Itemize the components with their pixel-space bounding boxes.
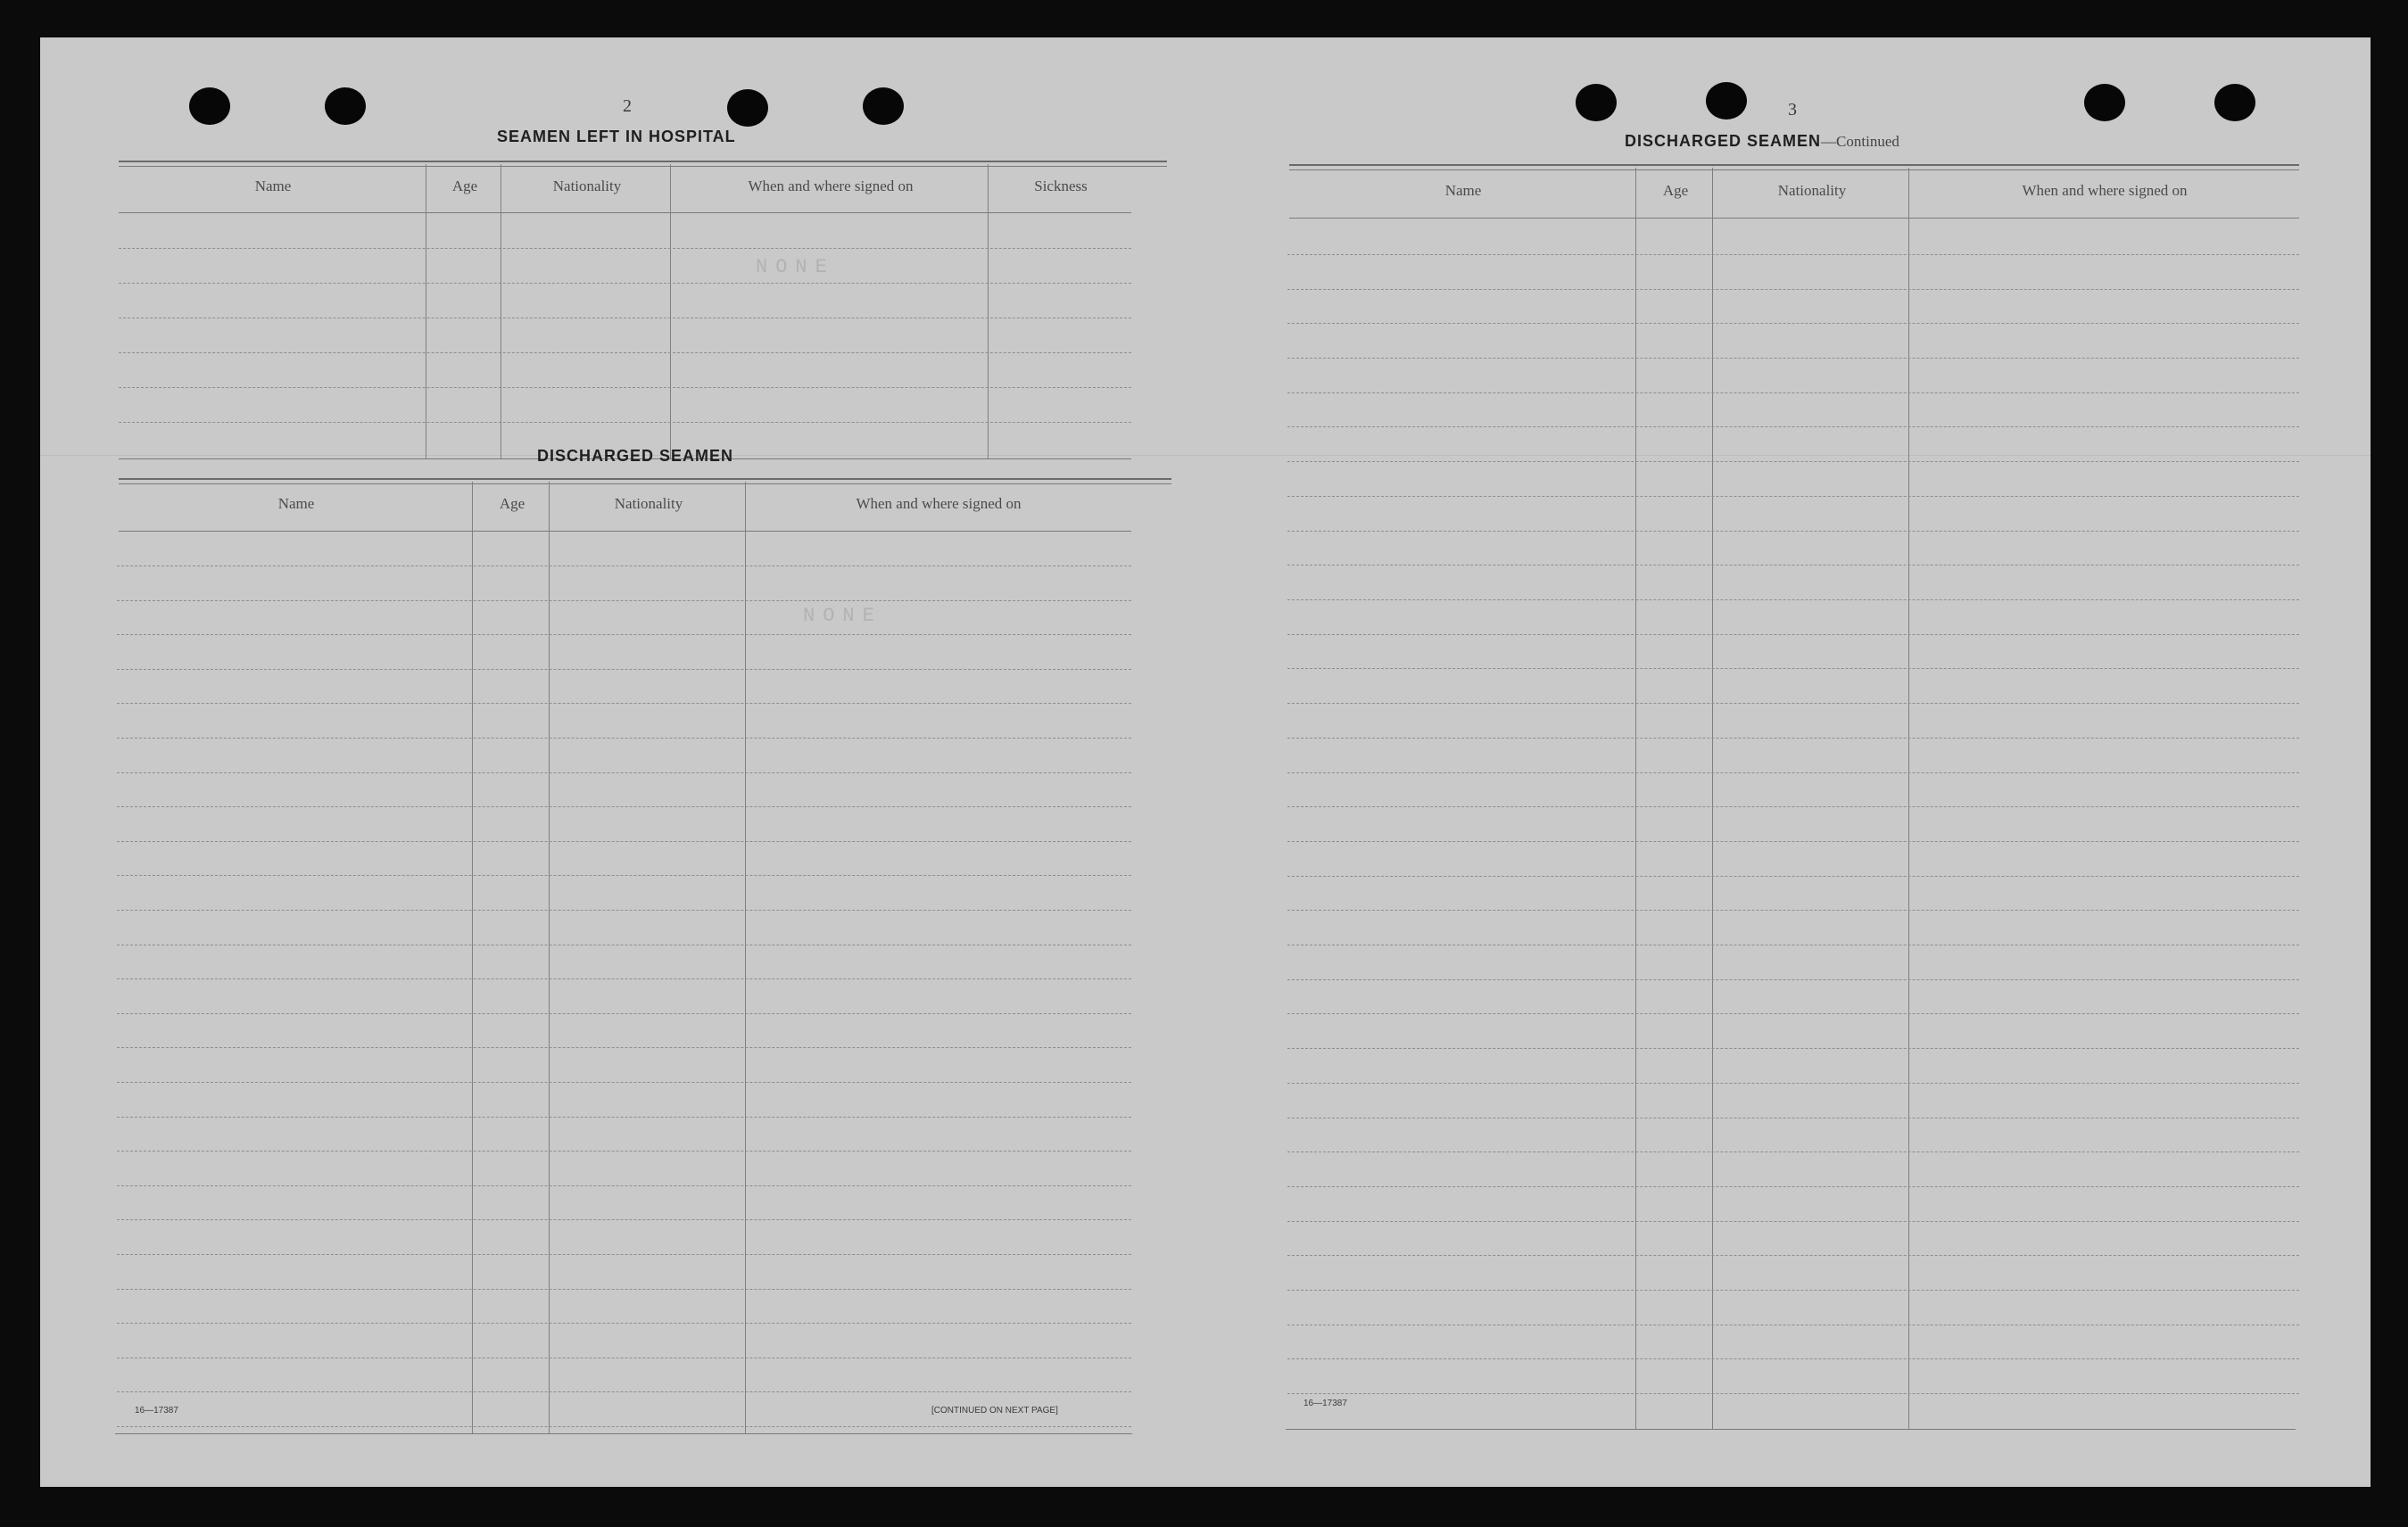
entry-row-line [117, 1323, 1131, 1324]
form-number: 16—17387 [135, 1406, 178, 1416]
entry-row-line [1287, 876, 2299, 877]
entry-row-line [1287, 1013, 2299, 1014]
entry-row-line [1287, 634, 2299, 635]
entry-row-line [1287, 841, 2299, 842]
entry-row-line [1287, 1083, 2299, 1084]
none-stamp: NONE [756, 256, 835, 278]
title-main: DISCHARGED SEAMEN [1625, 132, 1822, 150]
entry-row-line [1287, 1186, 2299, 1187]
col-header-nationality: Nationality [614, 495, 683, 512]
column-divider [549, 482, 550, 1433]
entry-row-line [119, 283, 1131, 284]
entry-row-line [117, 1117, 1131, 1118]
punch-hole [325, 87, 366, 125]
punch-hole [1576, 84, 1617, 121]
section-bottom-rule [1286, 1429, 2296, 1430]
entry-row-line [117, 910, 1131, 911]
punch-hole [189, 87, 230, 125]
col-header-nationality: Nationality [1777, 182, 1847, 199]
page-number: 2 [623, 96, 632, 116]
punch-hole [727, 89, 768, 127]
entry-row-line [119, 248, 1131, 249]
entry-row-line [1287, 772, 2299, 773]
entry-row-line [1287, 738, 2299, 739]
header-rule [119, 478, 1171, 480]
column-header-rule [119, 212, 1131, 213]
fold-line [40, 455, 2371, 456]
entry-row-line [117, 1219, 1131, 1220]
entry-row-line [117, 600, 1131, 601]
entry-row-line [117, 1013, 1131, 1014]
entry-row-line [117, 978, 1131, 979]
col-header-signed-on: When and where signed on [856, 495, 1022, 512]
col-header-age: Age [499, 495, 525, 512]
entry-row-line [1287, 392, 2299, 393]
entry-row-line [119, 422, 1131, 423]
entry-row-line [1287, 531, 2299, 532]
header-rule [119, 161, 1167, 162]
column-divider [472, 482, 473, 1433]
entry-row-line [117, 1185, 1131, 1186]
entry-row-line [1287, 461, 2299, 462]
entry-row-line [1287, 910, 2299, 911]
entry-row-line [117, 1289, 1131, 1290]
entry-row-line [117, 875, 1131, 876]
entry-row-line [1287, 1255, 2299, 1256]
continued-note: [CONTINUED ON NEXT PAGE] [931, 1406, 1058, 1416]
entry-row-line [1287, 358, 2299, 359]
column-divider [745, 482, 746, 1433]
section-bottom-rule [115, 1433, 1132, 1434]
entry-row-line [117, 703, 1131, 704]
entry-row-line [1287, 323, 2299, 324]
entry-row-line [117, 565, 1131, 566]
col-header-signed-on: When and where signed on [2022, 182, 2188, 199]
entry-row-line [1287, 254, 2299, 255]
entry-row-line [1287, 703, 2299, 704]
punch-hole [863, 87, 904, 125]
entry-row-line [117, 1047, 1131, 1048]
none-stamp: NONE [803, 605, 882, 627]
entry-row-line [117, 1254, 1131, 1255]
col-header-sickness: Sickness [1034, 177, 1088, 194]
entry-row-line [119, 352, 1131, 353]
entry-row-line [117, 669, 1131, 670]
entry-row-line [117, 1426, 1131, 1427]
page-number: 3 [1788, 100, 1797, 120]
col-header-signed-on: When and where signed on [748, 177, 914, 194]
entry-row-line [1287, 289, 2299, 290]
entry-row-line [1287, 1290, 2299, 1291]
header-rule [1289, 164, 2299, 166]
column-header-rule [119, 531, 1131, 532]
punch-hole [2214, 84, 2255, 121]
entry-row-line [117, 841, 1131, 842]
col-header-age: Age [451, 177, 478, 194]
form-number: 16—17387 [1303, 1399, 1347, 1408]
col-header-name: Name [1444, 182, 1482, 199]
col-header-age: Age [1662, 182, 1689, 199]
hospital-section-title: SEAMEN LEFT IN HOSPITAL [497, 128, 736, 145]
entry-row-line [1287, 668, 2299, 669]
manifest-sheet [40, 37, 2371, 1487]
entry-row-line [1287, 599, 2299, 600]
col-header-name: Name [277, 495, 315, 512]
column-divider [670, 164, 671, 458]
entry-row-line [1287, 1151, 2299, 1152]
entry-row-line [117, 806, 1131, 807]
entry-row-line [1287, 806, 2299, 807]
entry-row-line [1287, 1393, 2299, 1394]
entry-row-line [117, 738, 1131, 739]
entry-row-line [1287, 496, 2299, 497]
punch-hole [1706, 82, 1747, 120]
entry-row-line [1287, 1048, 2299, 1049]
column-divider [988, 164, 989, 458]
entry-row-line [1287, 979, 2299, 980]
discharged-continued-title [1625, 132, 1899, 151]
title-suffix: —Continued [1821, 133, 1899, 150]
col-header-nationality: Nationality [552, 177, 622, 194]
entry-row-line [117, 1082, 1131, 1083]
discharged-section-title: DISCHARGED SEAMEN [537, 447, 734, 465]
punch-hole [2084, 84, 2125, 121]
entry-row-line [1287, 426, 2299, 427]
col-header-name: Name [254, 177, 292, 194]
column-header-rule [1289, 218, 2299, 219]
entry-row-line [119, 387, 1131, 388]
entry-row-line [117, 1391, 1131, 1392]
entry-row-line [1287, 1221, 2299, 1222]
entry-row-line [117, 634, 1131, 635]
entry-row-line [117, 772, 1131, 773]
entry-row-line [1287, 1358, 2299, 1359]
